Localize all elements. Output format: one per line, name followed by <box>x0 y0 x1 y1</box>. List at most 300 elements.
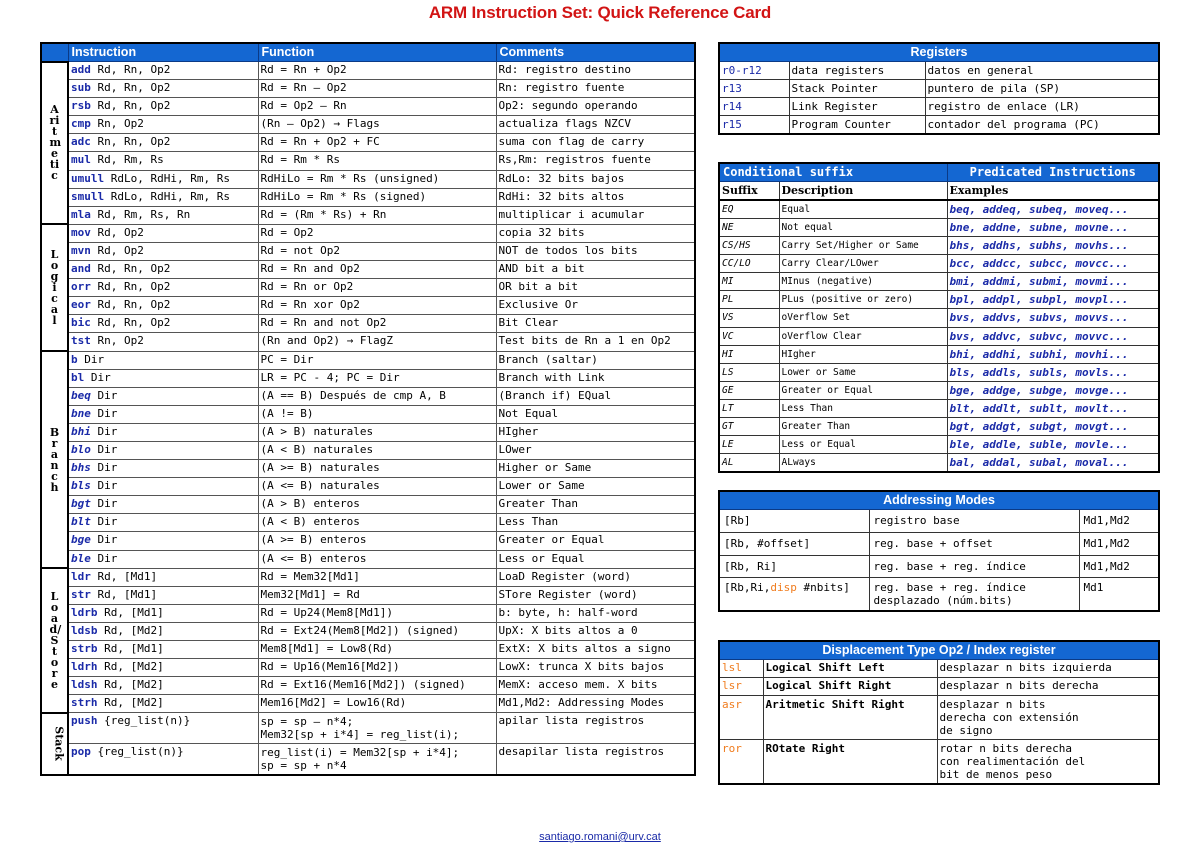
condition-examples: bhs, addhs, subhs, movhs... <box>947 237 1159 255</box>
instruction-cell <box>68 550 258 568</box>
comment-cell: Branch (saltar) <box>496 351 695 369</box>
addressing-type: Md1,Md2 <box>1079 510 1159 533</box>
operands: Rd, Rn, Op2 <box>90 63 171 76</box>
instruction-row <box>41 677 695 695</box>
register-row <box>719 98 1159 116</box>
instruction-cell <box>68 586 258 604</box>
mnemonic: blo <box>71 442 91 456</box>
condition-suffix: PL <box>719 291 779 309</box>
comment-cell: actualiza flags NZCV <box>496 116 695 134</box>
operands: Dir <box>90 515 118 529</box>
function-cell: sp = sp – n*4; Mem32[sp + i*4] = reg_list(i); <box>258 713 496 744</box>
operands: Rd, Rm, Rs <box>90 153 164 167</box>
shift-name: Logical Shift Right <box>763 678 937 696</box>
operands: Dir <box>90 442 118 456</box>
instruction-cell <box>68 532 258 550</box>
instruction-cell <box>68 604 258 622</box>
comment-cell: multiplicar i acumular <box>496 206 695 224</box>
operands: Rn, Op2 <box>90 117 144 131</box>
addressing-mode <box>719 578 869 612</box>
operands: RdLo, RdHi, Rm, Rs <box>104 171 230 185</box>
instruction-cell <box>68 134 258 152</box>
mnemonic: bic <box>71 316 91 330</box>
register-description: contador del programa (PC) <box>925 116 1159 135</box>
instruction-cell <box>68 514 258 532</box>
condition-suffix: LT <box>719 399 779 417</box>
shift-name: ROtate Right <box>763 740 937 785</box>
instruction-cell <box>68 170 258 188</box>
instruction-cell <box>68 423 258 441</box>
instruction-cell <box>68 351 258 369</box>
comment-cell: LowX: trunca X bits bajos <box>496 659 695 677</box>
group-label-stack <box>41 713 68 776</box>
instruction-cell <box>68 478 258 496</box>
header-instruction: Instruction <box>68 43 258 62</box>
function-cell: Rd = Rn + Op2 <box>258 62 496 80</box>
instruction-table <box>40 42 696 776</box>
comment-cell: STore Register (word) <box>496 586 695 604</box>
description-header: Description <box>779 182 947 201</box>
operands: Rd, Rn, Op2 <box>90 298 171 312</box>
function-cell: PC = Dir <box>258 351 496 369</box>
group-label-text: Stack <box>52 726 66 761</box>
shift-keyword: ror <box>719 740 763 785</box>
operands: Rd, [Md1] <box>90 587 158 601</box>
instruction-cell <box>68 62 258 80</box>
mnemonic: strh <box>71 696 98 710</box>
register-row <box>719 116 1159 135</box>
instruction-cell <box>68 659 258 677</box>
instruction-row <box>41 713 695 744</box>
condition-examples: bge, addge, subge, movge... <box>947 381 1159 399</box>
registers-table <box>718 42 1160 135</box>
mnemonic: tst <box>71 334 91 348</box>
comment-cell: Op2: segundo operando <box>496 98 695 116</box>
shift-description: desplazar n bits derecha <box>937 678 1159 696</box>
comment-cell: Higher or Same <box>496 460 695 478</box>
operands: Dir <box>90 406 118 420</box>
shift-description: rotar n bits derecha con realimentación del bit de menos peso <box>937 740 1159 785</box>
comment-cell: Not Equal <box>496 405 695 423</box>
instruction-cell <box>68 188 258 206</box>
mnemonic: ldsh <box>71 678 98 692</box>
operands: Dir <box>84 370 111 384</box>
shift-keyword: lsr <box>719 678 763 696</box>
mnemonic: mla <box>71 207 91 221</box>
disp-keyword: disp <box>770 581 797 595</box>
instruction-cell <box>68 279 258 297</box>
condition-suffix: LS <box>719 363 779 381</box>
register-purpose: Link Register <box>789 98 925 116</box>
comment-cell: AND bit a bit <box>496 261 695 279</box>
instruction-cell <box>68 744 258 776</box>
condition-suffix: VC <box>719 327 779 345</box>
instruction-cell <box>68 677 258 695</box>
condition-suffix: CC/LO <box>719 255 779 273</box>
function-cell: Rd = Rn or Op2 <box>258 279 496 297</box>
operands: Dir <box>90 461 118 475</box>
function-cell: (Rn – Op2) → Flags <box>258 116 496 134</box>
operands: Dir <box>77 352 105 366</box>
condition-row <box>719 418 1159 436</box>
condition-row <box>719 255 1159 273</box>
comment-cell: Bit Clear <box>496 315 695 333</box>
comment-cell: (Branch if) EQual <box>496 387 695 405</box>
instruction-row <box>41 514 695 532</box>
mnemonic: ldrh <box>71 660 98 674</box>
addressing-table <box>718 490 1160 612</box>
register-purpose: Program Counter <box>789 116 925 135</box>
instruction-row <box>41 387 695 405</box>
function-cell: (A >= B) naturales <box>258 460 496 478</box>
operands: Rn, Op2 <box>90 334 144 348</box>
header-function: Function <box>258 43 496 62</box>
instruction-cell <box>68 695 258 713</box>
mnemonic: umull <box>71 171 105 185</box>
condition-suffix: AL <box>719 454 779 473</box>
addressing-type: Md1,Md2 <box>1079 555 1159 578</box>
operands: Rd, Rm, Rs, Rn <box>90 207 191 221</box>
function-cell: Rd = Up24(Mem8[Md1]) <box>258 604 496 622</box>
operands: Rd, [Md1] <box>90 569 158 583</box>
instruction-row <box>41 116 695 134</box>
condition-row <box>719 237 1159 255</box>
function-cell: Rd = Rn and not Op2 <box>258 315 496 333</box>
condition-examples: bvs, addvs, subvs, movvs... <box>947 309 1159 327</box>
instruction-row <box>41 315 695 333</box>
addressing-mode: [Rb, #offset] <box>719 532 869 555</box>
operands: Dir <box>90 533 118 547</box>
displacement-row <box>719 678 1159 696</box>
condition-suffix: LE <box>719 436 779 454</box>
addressing-title: Addressing Modes <box>719 491 1159 510</box>
condition-examples: ble, addle, suble, movle... <box>947 436 1159 454</box>
operands: Rd, [Md1] <box>97 605 164 619</box>
mnemonic: bls <box>71 479 91 493</box>
operands: Rd, Op2 <box>90 225 144 239</box>
function-cell: reg_list(i) = Mem32[sp + i*4]; sp = sp + n*4 <box>258 744 496 776</box>
function-cell: Rd = Rm * Rs <box>258 152 496 170</box>
operands: {reg_list(n)} <box>90 745 184 759</box>
comment-cell: copia 32 bits <box>496 224 695 242</box>
comment-cell: Greater or Equal <box>496 532 695 550</box>
addressing-type: Md1,Md2 <box>1079 532 1159 555</box>
comment-cell: RdHi: 32 bits altos <box>496 188 695 206</box>
function-cell: (A != B) <box>258 405 496 423</box>
function-cell: Rd = not Op2 <box>258 242 496 260</box>
function-cell: RdHiLo = Rm * Rs (signed) <box>258 188 496 206</box>
register-purpose: data registers <box>789 62 925 80</box>
mnemonic: push <box>71 714 98 728</box>
comment-cell: Test bits de Rn a 1 en Op2 <box>496 333 695 351</box>
instruction-cell <box>68 460 258 478</box>
condition-description: MInus (negative) <box>779 273 947 291</box>
mnemonic: pop <box>71 745 91 759</box>
condition-suffix: EQ <box>719 200 779 219</box>
function-cell: Rd = Rn + Op2 + FC <box>258 134 496 152</box>
comment-cell: apilar lista registros <box>496 713 695 744</box>
operands: Rd, Rn, Op2 <box>90 99 171 113</box>
addressing-description: reg. base + reg. índice <box>869 555 1079 578</box>
corner-cell <box>41 43 68 62</box>
function-cell: Mem8[Md1] = Low8(Rd) <box>258 641 496 659</box>
mnemonic: bne <box>71 406 91 420</box>
operands: Rd, Rn, Op2 <box>90 316 171 330</box>
instruction-cell <box>68 369 258 387</box>
condition-suffix: GT <box>719 418 779 436</box>
comment-cell: MemX: acceso mem. X bits <box>496 677 695 695</box>
operands: Rd, Rn, Op2 <box>90 262 171 276</box>
function-cell: LR = PC - 4; PC = Dir <box>258 369 496 387</box>
operands: Rd, [Md2] <box>97 678 164 692</box>
instruction-row <box>41 62 695 80</box>
instruction-row <box>41 170 695 188</box>
comment-cell: HIgher <box>496 423 695 441</box>
comment-cell: LOwer <box>496 441 695 459</box>
addressing-row <box>719 578 1159 612</box>
mnemonic: mvn <box>71 243 91 257</box>
instruction-row <box>41 586 695 604</box>
register-description: datos en general <box>925 62 1159 80</box>
condition-row <box>719 399 1159 417</box>
function-cell: Mem32[Md1] = Rd <box>258 586 496 604</box>
condition-description: Carry Set/Higher or Same <box>779 237 947 255</box>
condition-description: PLus (positive or zero) <box>779 291 947 309</box>
instruction-cell <box>68 568 258 586</box>
instruction-row <box>41 478 695 496</box>
author-email-link[interactable]: santiago.romani@urv.cat <box>539 831 661 843</box>
condition-examples: blt, addlt, sublt, movlt... <box>947 399 1159 417</box>
mnemonic: orr <box>71 280 91 294</box>
instruction-row <box>41 604 695 622</box>
condition-row <box>719 291 1159 309</box>
condition-row <box>719 454 1159 473</box>
function-cell: (A <= B) naturales <box>258 478 496 496</box>
condition-row <box>719 200 1159 219</box>
condition-suffix: VS <box>719 309 779 327</box>
instruction-cell <box>68 98 258 116</box>
instruction-row <box>41 744 695 776</box>
mnemonic: b <box>71 352 78 366</box>
register-name: r14 <box>719 98 789 116</box>
function-cell: Rd = Rn – Op2 <box>258 80 496 98</box>
function-cell: (A > B) naturales <box>258 423 496 441</box>
instruction-row <box>41 152 695 170</box>
condition-description: Lower or Same <box>779 363 947 381</box>
instruction-cell <box>68 387 258 405</box>
function-cell: Rd = Rn xor Op2 <box>258 297 496 315</box>
condition-examples: bhi, addhi, subhi, movhi... <box>947 345 1159 363</box>
condition-examples: bgt, addgt, subgt, movgt... <box>947 418 1159 436</box>
mnemonic: eor <box>71 298 91 312</box>
comment-cell: Exclusive Or <box>496 297 695 315</box>
comment-cell: Less Than <box>496 514 695 532</box>
mnemonic: bhs <box>71 461 91 475</box>
group-label-text: Aritmetic <box>49 103 62 183</box>
function-cell: Rd = Mem32[Md1] <box>258 568 496 586</box>
operands: RdLo, RdHi, Rm, Rs <box>104 189 230 203</box>
comment-cell: ExtX: X bits altos a signo <box>496 641 695 659</box>
instruction-row <box>41 622 695 640</box>
operands: Rn, Rn, Op2 <box>90 135 171 149</box>
mnemonic: mul <box>71 153 91 167</box>
instruction-row <box>41 550 695 568</box>
function-cell: RdHiLo = Rm * Rs (unsigned) <box>258 170 496 188</box>
mnemonic: add <box>71 63 91 76</box>
addressing-row <box>719 555 1159 578</box>
instruction-cell <box>68 297 258 315</box>
mode-prefix: [Rb,Ri, <box>724 581 771 595</box>
instruction-row <box>41 568 695 586</box>
mnemonic: bge <box>71 533 91 547</box>
mnemonic: mov <box>71 225 91 239</box>
instruction-row <box>41 496 695 514</box>
operands: Rd, [Md2] <box>97 623 164 637</box>
instruction-row <box>41 441 695 459</box>
operands: Rd, Rn, Op2 <box>90 280 171 294</box>
function-cell: Rd = Rn and Op2 <box>258 261 496 279</box>
addressing-mode: [Rb, Ri] <box>719 555 869 578</box>
shift-keyword: lsl <box>719 660 763 678</box>
condition-description: ALways <box>779 454 947 473</box>
mnemonic: str <box>71 587 91 601</box>
operands: Dir <box>90 388 118 402</box>
condition-examples: beq, addeq, subeq, moveq... <box>947 200 1159 219</box>
comment-cell: suma con flag de carry <box>496 134 695 152</box>
addressing-type: Md1 <box>1079 578 1159 612</box>
condition-suffix: GE <box>719 381 779 399</box>
conditional-table <box>718 162 1160 473</box>
shift-name: Logical Shift Left <box>763 660 937 678</box>
instruction-cell <box>68 333 258 351</box>
instruction-cell <box>68 224 258 242</box>
function-cell: (A <= B) enteros <box>258 550 496 568</box>
function-cell: Rd = Ext24(Mem8[Md2]) (signed) <box>258 622 496 640</box>
instruction-cell <box>68 206 258 224</box>
conditional-title: Conditional suffix <box>719 163 947 182</box>
condition-row <box>719 327 1159 345</box>
function-cell: Rd = Op2 <box>258 224 496 242</box>
mnemonic: smull <box>71 189 105 203</box>
function-cell: Rd = Ext16(Mem16[Md2]) (signed) <box>258 677 496 695</box>
instruction-row <box>41 351 695 369</box>
instruction-cell <box>68 405 258 423</box>
group-label-branch <box>41 351 68 568</box>
function-cell: (A < B) naturales <box>258 441 496 459</box>
function-cell: Rd = (Rm * Rs) + Rn <box>258 206 496 224</box>
mnemonic: adc <box>71 135 91 149</box>
function-cell: Mem16[Md2] = Low16(Rd) <box>258 695 496 713</box>
displacement-table <box>718 640 1160 785</box>
group-label-text: Logical <box>50 248 59 328</box>
suffix-header: Suffix <box>719 182 779 201</box>
comment-cell: Rs,Rm: registros fuente <box>496 152 695 170</box>
condition-row <box>719 436 1159 454</box>
instruction-row <box>41 188 695 206</box>
register-description: puntero de pila (SP) <box>925 80 1159 98</box>
instruction-row <box>41 224 695 242</box>
instruction-row <box>41 369 695 387</box>
condition-row <box>719 345 1159 363</box>
shift-description: desplazar n bits izquierda <box>937 660 1159 678</box>
group-label-text: Branch <box>49 425 60 494</box>
addressing-row <box>719 532 1159 555</box>
instruction-cell <box>68 116 258 134</box>
function-cell: (A >= B) enteros <box>258 532 496 550</box>
instruction-row <box>41 460 695 478</box>
condition-examples: bne, addne, subne, movne... <box>947 219 1159 237</box>
condition-description: Greater Than <box>779 418 947 436</box>
condition-row <box>719 363 1159 381</box>
instruction-row <box>41 405 695 423</box>
displacement-title: Displacement Type Op2 / Index register <box>719 641 1159 660</box>
mnemonic: and <box>71 262 91 276</box>
condition-description: oVerflow Set <box>779 309 947 327</box>
mnemonic: blt <box>71 515 91 529</box>
function-cell: Rd = Up16(Mem16[Md2]) <box>258 659 496 677</box>
mode-suffix: #nbits] <box>796 581 850 595</box>
operands: Dir <box>90 497 118 511</box>
mnemonic: bl <box>71 370 85 384</box>
displacement-row <box>719 660 1159 678</box>
instruction-row <box>41 134 695 152</box>
instruction-cell <box>68 80 258 98</box>
operands: Rd, Rn, Op2 <box>90 81 171 95</box>
operands: Rd, Op2 <box>90 243 144 257</box>
comment-cell: b: byte, h: half-word <box>496 604 695 622</box>
mnemonic: ble <box>71 551 91 565</box>
operands: {reg_list(n)} <box>97 714 191 728</box>
instruction-row <box>41 98 695 116</box>
instruction-row <box>41 695 695 713</box>
operands: Rd, [Md2] <box>97 660 164 674</box>
instruction-cell <box>68 641 258 659</box>
function-cell: (A == B) Después de cmp A, B <box>258 387 496 405</box>
displacement-row <box>719 740 1159 785</box>
mnemonic: bhi <box>71 424 91 438</box>
condition-examples: bmi, addmi, submi, movmi... <box>947 273 1159 291</box>
page-title: ARM Instruction Set: Quick Reference Card <box>428 3 772 22</box>
shift-keyword: asr <box>719 696 763 740</box>
register-purpose: Stack Pointer <box>789 80 925 98</box>
condition-examples: bls, addls, subls, movls... <box>947 363 1159 381</box>
condition-description: Carry Clear/LOwer <box>779 255 947 273</box>
mnemonic: sub <box>71 81 91 95</box>
condition-description: Less Than <box>779 399 947 417</box>
shift-description: desplazar n bits derecha con extensión de signo <box>937 696 1159 740</box>
condition-examples: bcc, addcc, subcc, movcc... <box>947 255 1159 273</box>
instruction-row <box>41 279 695 297</box>
condition-examples: bvs, addvc, subvc, movvc... <box>947 327 1159 345</box>
register-description: registro de enlace (LR) <box>925 98 1159 116</box>
condition-examples: bal, addal, subal, moval... <box>947 454 1159 473</box>
condition-row <box>719 381 1159 399</box>
addressing-description: reg. base + offset <box>869 532 1079 555</box>
addressing-mode: [Rb] <box>719 510 869 533</box>
instruction-cell <box>68 496 258 514</box>
condition-examples: bpl, addpl, subpl, movpl... <box>947 291 1159 309</box>
instruction-row <box>41 423 695 441</box>
instruction-row <box>41 659 695 677</box>
group-label-load-store <box>41 568 68 713</box>
instruction-row <box>41 80 695 98</box>
condition-suffix: CS/HS <box>719 237 779 255</box>
condition-description: Equal <box>779 200 947 219</box>
instruction-cell <box>68 315 258 333</box>
comment-cell: Branch with Link <box>496 369 695 387</box>
register-name: r15 <box>719 116 789 135</box>
operands: Rd, [Md2] <box>97 696 164 710</box>
